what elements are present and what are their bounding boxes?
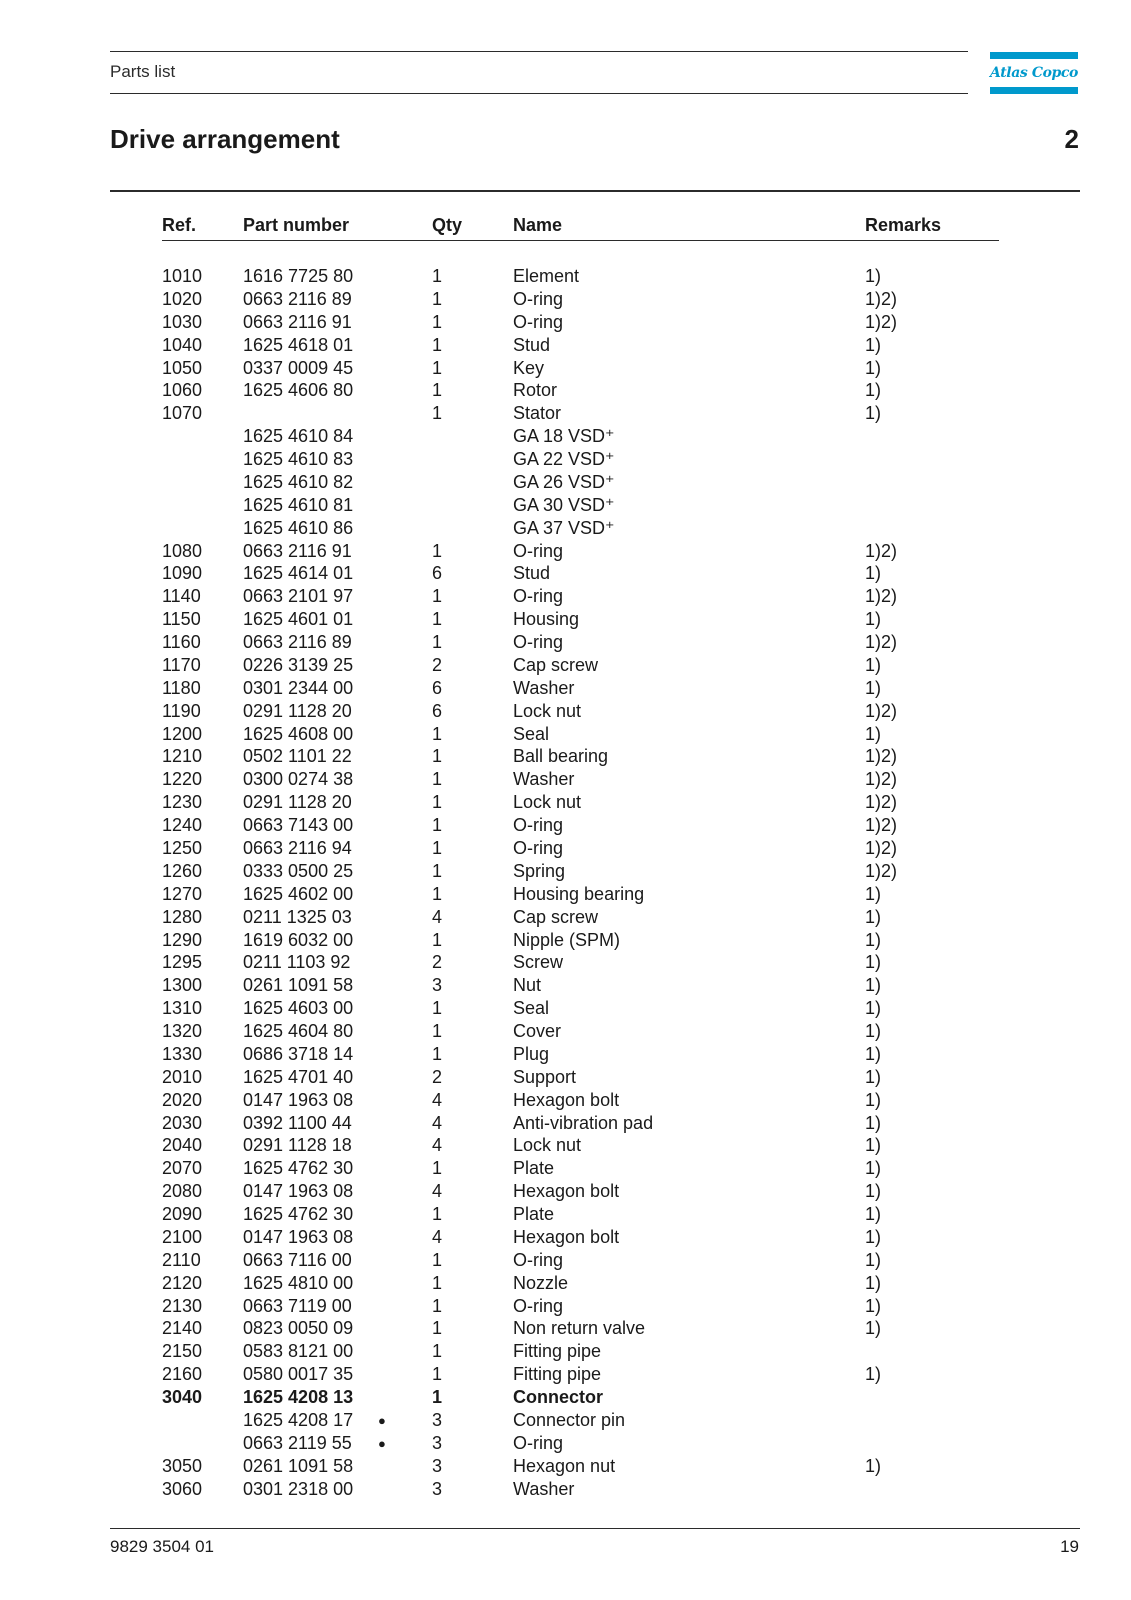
name-cell: Hexagon bolt: [513, 1226, 620, 1247]
part-number-cell: 1625 4618 01: [243, 334, 354, 355]
part-number-cell: 0663 2116 89: [243, 632, 352, 653]
qty-cell: 1: [432, 632, 443, 653]
ref-cell: 1190: [162, 700, 201, 721]
part-number-cell: 0337 0009 45: [243, 357, 354, 378]
logo-bottom-bar: [990, 87, 1078, 94]
part-number-cell: 0333 0500 25: [243, 860, 354, 881]
qty-cell: 6: [432, 677, 443, 698]
part-number-cell: 0147 1963 08: [243, 1226, 354, 1247]
qty-cell: 3: [432, 1478, 443, 1499]
qty-cell: 1: [432, 1249, 443, 1270]
part-number-cell: 1625 4610 83: [243, 449, 354, 470]
name-cell: GA 26 VSD⁺: [513, 471, 615, 492]
name-cell: Plug: [513, 1043, 550, 1064]
ref-cell: 2080: [162, 1181, 203, 1202]
name-cell: Plate: [513, 1204, 555, 1225]
remarks-cell: 1): [865, 677, 882, 698]
logo-top-bar: [990, 52, 1078, 59]
qty-cell: 1: [432, 769, 443, 790]
qty-cell: 1: [432, 334, 443, 355]
name-cell: Support: [513, 1066, 577, 1087]
name-cell: Washer: [513, 677, 575, 698]
ref-cell: 3050: [162, 1455, 203, 1476]
footer-document-number: 9829 3504 01: [110, 1537, 214, 1556]
name-cell: Hexagon nut: [513, 1455, 616, 1476]
qty-cell: 1: [432, 815, 443, 836]
remarks-cell: 1): [865, 998, 882, 1019]
part-number-cell: 0291 1128 20: [243, 700, 352, 721]
remarks-cell: 1): [865, 1249, 882, 1270]
ref-cell: 3060: [162, 1478, 203, 1499]
part-number-cell: 0291 1128 20: [243, 792, 352, 813]
part-number-cell: 0663 2116 94: [243, 838, 352, 858]
remarks-cell: 1): [865, 723, 882, 744]
part-number-cell: 0211 1103 92: [243, 952, 351, 973]
header-label: Parts list: [110, 62, 176, 81]
part-number-cell: 1625 4614 01: [243, 563, 354, 584]
column-header-part-number: Part number: [243, 215, 350, 235]
qty-cell: 1: [432, 403, 443, 424]
bullet-marker-icon: ●: [378, 1435, 386, 1451]
name-cell: GA 37 VSD⁺: [513, 517, 615, 538]
remarks-cell: 1)2): [865, 540, 898, 561]
column-header-remarks: Remarks: [865, 215, 942, 235]
name-cell: Hexagon bolt: [513, 1181, 620, 1202]
part-number-cell: 1625 4610 82: [243, 471, 354, 492]
name-cell: Cap screw: [513, 906, 599, 927]
qty-cell: 3: [432, 1455, 443, 1476]
name-cell: Lock nut: [513, 700, 582, 721]
qty-cell: 3: [432, 1432, 443, 1453]
remarks-cell: 1): [865, 1364, 882, 1385]
qty-cell: 1: [432, 540, 443, 561]
name-cell: Housing: [513, 609, 580, 630]
part-number-cell: 1625 4606 80: [243, 380, 354, 401]
part-number-cell: 0823 0050 09: [243, 1318, 354, 1339]
part-number-cell: 1625 4810 00: [243, 1272, 354, 1293]
qty-cell: 4: [432, 1135, 443, 1156]
ref-cell: 2020: [162, 1089, 203, 1110]
part-number-cell: 1625 4762 30: [243, 1204, 354, 1225]
name-cell: Washer: [513, 769, 575, 790]
name-cell: Ball bearing: [513, 746, 609, 767]
qty-cell: 1: [432, 1318, 443, 1339]
part-number-cell: 1625 4208 17: [243, 1410, 354, 1430]
name-cell: Nozzle: [513, 1272, 569, 1293]
name-cell: Stud: [513, 563, 551, 584]
remarks-cell: 1): [865, 1089, 882, 1110]
part-number-cell: 1625 4602 00: [243, 883, 354, 904]
qty-cell: 3: [432, 1410, 443, 1430]
qty-cell: 1: [432, 792, 443, 813]
name-cell: Lock nut: [513, 792, 582, 813]
ref-cell: 2120: [162, 1272, 203, 1293]
column-header-qty: Qty: [432, 215, 463, 235]
name-cell: Stator: [513, 403, 562, 424]
qty-cell: 1: [432, 1364, 443, 1385]
ref-cell: 1270: [162, 883, 203, 904]
qty-cell: 6: [432, 700, 443, 721]
qty-cell: 2: [432, 1066, 443, 1087]
ref-cell: 2100: [162, 1226, 203, 1247]
qty-cell: 1: [432, 1021, 443, 1042]
part-number-cell: 1625 4701 40: [243, 1066, 354, 1087]
ref-cell: 3040: [162, 1387, 203, 1408]
name-cell: O-ring: [513, 288, 564, 309]
remarks-cell: 1): [865, 929, 882, 950]
part-number-cell: 1625 4601 01: [243, 609, 354, 630]
atlas-copco-logo: [990, 52, 1078, 94]
ref-cell: 2110: [162, 1249, 201, 1270]
remarks-cell: 1): [865, 906, 882, 927]
qty-cell: 1: [432, 311, 443, 332]
column-header-name: Name: [513, 215, 563, 235]
name-cell: Hexagon bolt: [513, 1089, 620, 1110]
ref-cell: 2160: [162, 1364, 203, 1385]
ref-cell: 1240: [162, 815, 203, 836]
ref-cell: 1250: [162, 838, 203, 858]
footer-rule: [110, 1528, 1080, 1529]
ref-cell: 1090: [162, 563, 203, 584]
remarks-cell: 1)2): [865, 815, 898, 836]
part-number-cell: 0663 2101 97: [243, 586, 354, 607]
ref-cell: 2150: [162, 1341, 203, 1362]
qty-cell: 1: [432, 723, 443, 744]
part-number-cell: 0147 1963 08: [243, 1181, 354, 1202]
logo-wordmark: Atlas Copco: [990, 65, 1078, 81]
qty-cell: 1: [432, 998, 443, 1019]
part-number-cell: 1625 4610 81: [243, 494, 354, 515]
ref-cell: 2010: [162, 1066, 203, 1087]
remarks-cell: 1): [865, 654, 882, 675]
name-cell: O-ring: [513, 815, 564, 836]
remarks-cell: 1): [865, 1112, 882, 1133]
part-number-cell: 0663 2119 55: [243, 1432, 352, 1453]
ref-cell: 1295: [162, 952, 203, 973]
part-number-cell: 0502 1101 22: [243, 746, 352, 767]
remarks-cell: 1): [865, 1181, 882, 1202]
qty-cell: 1: [432, 586, 443, 607]
qty-cell: 3: [432, 975, 443, 996]
remarks-cell: 1): [865, 1066, 882, 1087]
part-number-cell: 0580 0017 35: [243, 1364, 354, 1385]
remarks-cell: 1): [865, 1272, 882, 1293]
remarks-cell: 1)2): [865, 288, 898, 309]
footer-page-number: 19: [1060, 1537, 1079, 1556]
remarks-cell: 1): [865, 266, 882, 286]
part-number-cell: 0211 1325 03: [243, 906, 352, 927]
remarks-cell: 1): [865, 1226, 882, 1247]
qty-cell: 1: [432, 1387, 443, 1408]
remarks-cell: 1): [865, 1043, 882, 1064]
remarks-cell: 1)2): [865, 586, 898, 607]
ref-cell: 2090: [162, 1204, 203, 1225]
qty-cell: 1: [432, 609, 443, 630]
qty-cell: 1: [432, 380, 443, 401]
header-bottom-rule: [110, 93, 968, 94]
name-cell: Element: [513, 266, 580, 286]
qty-cell: 1: [432, 1043, 443, 1064]
name-cell: Fitting pipe: [513, 1364, 602, 1385]
part-number-cell: 1625 4610 84: [243, 426, 354, 447]
remarks-cell: 1)2): [865, 746, 898, 767]
column-header-rule: [162, 240, 999, 241]
ref-cell: 1010: [162, 266, 203, 286]
qty-cell: 4: [432, 1226, 443, 1247]
qty-cell: 1: [432, 1295, 443, 1316]
section-number: 2: [1064, 124, 1079, 154]
remarks-cell: 1)2): [865, 838, 898, 858]
ref-cell: 1070: [162, 403, 203, 424]
ref-cell: 1300: [162, 975, 203, 996]
part-number-cell: 0261 1091 58: [243, 1455, 354, 1476]
name-cell: Rotor: [513, 380, 558, 401]
qty-cell: 1: [432, 1272, 443, 1293]
bullet-marker-icon: ●: [378, 1413, 386, 1428]
name-cell: Cover: [513, 1021, 562, 1042]
name-cell: O-ring: [513, 1295, 564, 1316]
qty-cell: 1: [432, 883, 443, 904]
qty-cell: 2: [432, 654, 443, 675]
remarks-cell: 1): [865, 1021, 882, 1042]
ref-cell: 1200: [162, 723, 203, 744]
remarks-cell: 1)2): [865, 632, 898, 653]
part-number-cell: 1625 4604 80: [243, 1021, 354, 1042]
name-cell: O-ring: [513, 1249, 564, 1270]
name-cell: Fitting pipe: [513, 1341, 602, 1362]
ref-cell: 1140: [162, 586, 201, 607]
ref-cell: 1160: [162, 632, 201, 653]
ref-cell: 1020: [162, 288, 203, 309]
qty-cell: 1: [432, 1158, 443, 1179]
ref-cell: 1290: [162, 929, 203, 950]
name-cell: Stud: [513, 334, 551, 355]
part-number-cell: 0583 8121 00: [243, 1341, 354, 1362]
qty-cell: 1: [432, 860, 443, 881]
page-title: Drive arrangement: [110, 124, 340, 154]
name-cell: O-ring: [513, 1432, 564, 1453]
remarks-cell: 1)2): [865, 860, 898, 881]
ref-cell: 1330: [162, 1043, 203, 1064]
qty-cell: 4: [432, 1112, 443, 1133]
ref-cell: 1040: [162, 334, 203, 355]
name-cell: O-ring: [513, 632, 564, 653]
remarks-cell: 1): [865, 1135, 882, 1156]
ref-cell: 1170: [162, 654, 201, 675]
remarks-cell: 1)2): [865, 700, 898, 721]
name-cell: GA 18 VSD⁺: [513, 426, 615, 447]
part-number-cell: 0686 3718 14: [243, 1043, 354, 1064]
name-cell: Non return valve: [513, 1318, 646, 1339]
name-cell: Housing bearing: [513, 883, 645, 904]
name-cell: Key: [513, 357, 545, 378]
ref-cell: 1260: [162, 860, 203, 881]
ref-cell: 1220: [162, 769, 203, 790]
name-cell: Seal: [513, 723, 550, 744]
ref-cell: 1180: [162, 677, 201, 698]
name-cell: O-ring: [513, 586, 564, 607]
part-number-cell: 1619 6032 00: [243, 929, 354, 950]
remarks-cell: 1): [865, 975, 882, 996]
ref-cell: 1080: [162, 540, 203, 561]
part-number-cell: 0663 7116 00: [243, 1249, 352, 1270]
qty-cell: 4: [432, 1089, 443, 1110]
part-number-cell: 1625 4610 86: [243, 517, 354, 538]
part-number-cell: 0147 1963 08: [243, 1089, 354, 1110]
name-cell: Seal: [513, 998, 550, 1019]
name-cell: O-ring: [513, 540, 564, 561]
part-number-cell: 1616 7725 80: [243, 266, 354, 286]
remarks-cell: 1): [865, 952, 882, 973]
qty-cell: 1: [432, 1341, 443, 1362]
qty-cell: 1: [432, 288, 443, 309]
ref-cell: 1050: [162, 357, 203, 378]
name-cell: Plate: [513, 1158, 555, 1179]
name-cell: Connector pin: [513, 1410, 626, 1430]
name-cell: Spring: [513, 860, 566, 881]
name-cell: Cap screw: [513, 654, 599, 675]
part-number-cell: 0301 2344 00: [243, 677, 354, 698]
remarks-cell: 1): [865, 1158, 882, 1179]
part-number-cell: 0226 3139 25: [243, 654, 354, 675]
part-number-cell: 0301 2318 00: [243, 1478, 354, 1499]
ref-cell: 2030: [162, 1112, 203, 1133]
remarks-cell: 1): [865, 357, 882, 378]
ref-cell: 1320: [162, 1021, 203, 1042]
qty-cell: 4: [432, 906, 443, 927]
qty-cell: 6: [432, 563, 443, 584]
remarks-cell: 1): [865, 403, 882, 424]
qty-cell: 1: [432, 929, 443, 950]
qty-cell: 1: [432, 266, 443, 286]
ref-cell: 1210: [162, 746, 203, 767]
name-cell: Lock nut: [513, 1135, 582, 1156]
remarks-cell: 1): [865, 609, 882, 630]
name-cell: Connector: [513, 1387, 603, 1408]
remarks-cell: 1): [865, 1318, 882, 1339]
part-number-cell: 1625 4762 30: [243, 1158, 354, 1179]
name-cell: Nipple (SPM): [513, 929, 621, 950]
remarks-cell: 1)2): [865, 769, 898, 790]
part-number-cell: 0291 1128 18: [243, 1135, 352, 1156]
part-number-cell: 1625 4208 13: [243, 1387, 354, 1408]
name-cell: O-ring: [513, 838, 564, 858]
remarks-cell: 1): [865, 883, 882, 904]
part-number-cell: 0300 0274 38: [243, 769, 354, 790]
remarks-cell: 1): [865, 563, 882, 584]
name-cell: GA 30 VSD⁺: [513, 494, 615, 515]
ref-cell: 2140: [162, 1318, 203, 1339]
ref-cell: 1310: [162, 998, 203, 1019]
ref-cell: 2070: [162, 1158, 203, 1179]
part-number-cell: 1625 4603 00: [243, 998, 354, 1019]
name-cell: O-ring: [513, 311, 564, 332]
title-rule: [110, 190, 1080, 192]
ref-cell: 1060: [162, 380, 203, 401]
name-cell: Nut: [513, 975, 542, 996]
ref-cell: 1280: [162, 906, 203, 927]
name-cell: Washer: [513, 1478, 575, 1499]
ref-cell: 1150: [162, 609, 201, 630]
part-number-cell: 0663 2116 89: [243, 288, 352, 309]
name-cell: GA 22 VSD⁺: [513, 449, 615, 470]
part-number-cell: 1625 4608 00: [243, 723, 354, 744]
remarks-cell: 1)2): [865, 311, 898, 332]
part-number-cell: 0392 1100 44: [243, 1112, 352, 1133]
part-number-cell: 0663 2116 91: [243, 311, 352, 332]
qty-cell: 4: [432, 1181, 443, 1202]
part-number-cell: 0663 7143 00: [243, 815, 354, 836]
remarks-cell: 1): [865, 380, 882, 401]
ref-cell: 1230: [162, 792, 203, 813]
part-number-cell: 0663 7119 00: [243, 1295, 352, 1316]
remarks-cell: 1): [865, 1204, 882, 1225]
ref-cell: 2040: [162, 1135, 203, 1156]
column-header-ref: Ref.: [162, 215, 197, 235]
ref-cell: 1030: [162, 311, 203, 332]
ref-cell: 2130: [162, 1295, 203, 1316]
remarks-cell: 1): [865, 334, 882, 355]
qty-cell: 2: [432, 952, 443, 973]
part-number-cell: 0663 2116 91: [243, 540, 352, 561]
qty-cell: 1: [432, 1204, 443, 1225]
remarks-cell: 1)2): [865, 792, 898, 813]
header-top-rule: [110, 51, 968, 52]
qty-cell: 1: [432, 746, 443, 767]
qty-cell: 1: [432, 838, 443, 858]
name-cell: Screw: [513, 952, 564, 973]
remarks-cell: 1): [865, 1455, 882, 1476]
qty-cell: 1: [432, 357, 443, 378]
part-number-cell: 0261 1091 58: [243, 975, 354, 996]
name-cell: Anti-vibration pad: [513, 1112, 654, 1133]
remarks-cell: 1): [865, 1295, 882, 1316]
